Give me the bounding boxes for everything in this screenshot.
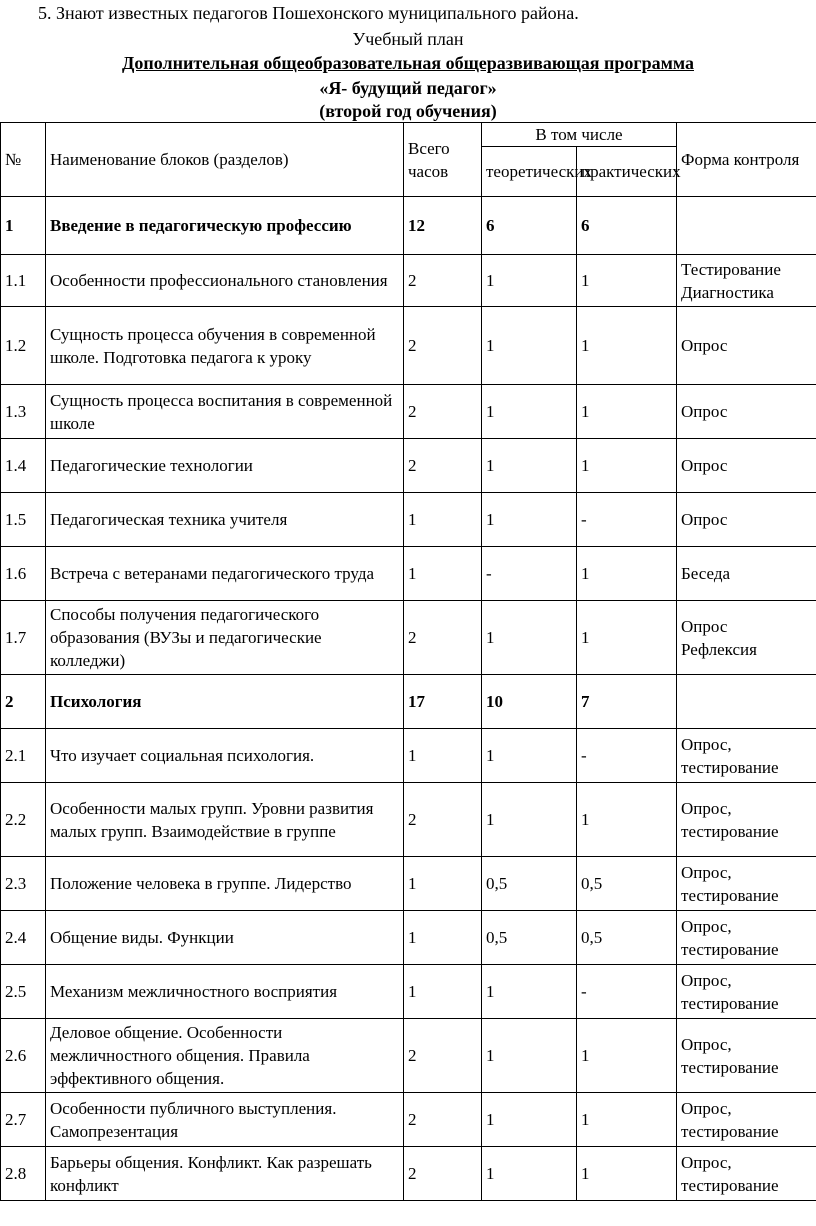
row-theory-hours: 1 bbox=[482, 783, 577, 857]
row-control-form: Опрос, тестирование bbox=[677, 729, 816, 783]
row-theory-hours: 1 bbox=[482, 385, 577, 439]
table-row bbox=[1, 729, 816, 783]
program-name: «Я- будущий педагог» bbox=[319, 78, 497, 98]
row-total-hours: 12 bbox=[404, 197, 482, 255]
row-practice-hours: 7 bbox=[577, 675, 677, 729]
row-number: 2.2 bbox=[1, 783, 46, 857]
table-row bbox=[1, 783, 816, 857]
row-theory-hours: 6 bbox=[482, 197, 577, 255]
row-name: Встреча с ветеранами педагогического труда bbox=[46, 547, 404, 601]
row-name: Сущность процесса воспитания в современной школе bbox=[46, 385, 404, 439]
curriculum-table bbox=[0, 122, 816, 1201]
table-row bbox=[1, 911, 816, 965]
row-total-hours: 1 bbox=[404, 493, 482, 547]
row-number: 2.4 bbox=[1, 911, 46, 965]
row-total-hours: 2 bbox=[404, 385, 482, 439]
row-theory-hours: 1 bbox=[482, 1019, 577, 1093]
row-number: 2.7 bbox=[1, 1093, 46, 1147]
row-name: Деловое общение. Особенности межличностного общения. Правила эффективного общения. bbox=[46, 1019, 404, 1093]
row-name: Положение человека в группе. Лидерство bbox=[46, 857, 404, 911]
program-year: (второй год обучения) bbox=[319, 101, 497, 121]
row-control-form: Опрос, тестирование bbox=[677, 965, 816, 1019]
header-including: В том числе bbox=[482, 123, 677, 147]
row-name: Педагогическая техника учителя bbox=[46, 493, 404, 547]
table-row bbox=[1, 1093, 816, 1147]
row-theory-hours: 1 bbox=[482, 307, 577, 385]
row-control-form: Опрос bbox=[677, 307, 816, 385]
row-control-form: Опрос, тестирование bbox=[677, 911, 816, 965]
table-row bbox=[1, 601, 816, 675]
row-control-form: Опрос, тестирование bbox=[677, 857, 816, 911]
row-control-form bbox=[677, 197, 816, 255]
table-row bbox=[1, 439, 816, 493]
row-practice-hours: 1 bbox=[577, 439, 677, 493]
row-theory-hours: 0,5 bbox=[482, 911, 577, 965]
row-theory-hours: 1 bbox=[482, 439, 577, 493]
row-practice-hours: 1 bbox=[577, 385, 677, 439]
row-practice-hours: - bbox=[577, 965, 677, 1019]
row-total-hours: 1 bbox=[404, 547, 482, 601]
row-number: 1.7 bbox=[1, 601, 46, 675]
row-total-hours: 1 bbox=[404, 911, 482, 965]
row-control-form: Опрос, тестирование bbox=[677, 783, 816, 857]
row-total-hours: 2 bbox=[404, 601, 482, 675]
row-name: Сущность процесса обучения в современной школе. Подготовка педагога к уроку bbox=[46, 307, 404, 385]
row-number: 1.5 bbox=[1, 493, 46, 547]
row-theory-hours: 1 bbox=[482, 965, 577, 1019]
table-row bbox=[1, 675, 816, 729]
row-practice-hours: 6 bbox=[577, 197, 677, 255]
row-number: 1.4 bbox=[1, 439, 46, 493]
row-total-hours: 2 bbox=[404, 439, 482, 493]
header-practice: практических bbox=[577, 147, 677, 197]
row-total-hours: 2 bbox=[404, 307, 482, 385]
table-row bbox=[1, 493, 816, 547]
row-name: Общение виды. Функции bbox=[46, 911, 404, 965]
row-practice-hours: 1 bbox=[577, 547, 677, 601]
header-name: Наименование блоков (разделов) bbox=[46, 123, 404, 197]
row-control-form: Опрос, тестирование bbox=[677, 1093, 816, 1147]
row-theory-hours: 10 bbox=[482, 675, 577, 729]
row-control-form: Опрос bbox=[677, 385, 816, 439]
row-total-hours: 2 bbox=[404, 1019, 482, 1093]
program-title: Дополнительная общеобразовательная общеразвивающая программа bbox=[121, 53, 694, 73]
row-total-hours: 17 bbox=[404, 675, 482, 729]
table-row bbox=[1, 255, 816, 307]
row-number: 2.1 bbox=[1, 729, 46, 783]
row-total-hours: 2 bbox=[404, 783, 482, 857]
row-number: 2 bbox=[1, 675, 46, 729]
row-theory-hours: 1 bbox=[482, 493, 577, 547]
row-practice-hours: 1 bbox=[577, 1147, 677, 1201]
row-theory-hours: 1 bbox=[482, 729, 577, 783]
row-practice-hours: 1 bbox=[577, 1019, 677, 1093]
row-practice-hours: - bbox=[577, 493, 677, 547]
row-theory-hours: 1 bbox=[482, 255, 577, 307]
row-name: Что изучает социальная психология. bbox=[46, 729, 404, 783]
row-practice-hours: 1 bbox=[577, 1093, 677, 1147]
row-theory-hours: 1 bbox=[482, 601, 577, 675]
row-name: Особенности публичного выступления. Самопрезентация bbox=[46, 1093, 404, 1147]
row-number: 2.5 bbox=[1, 965, 46, 1019]
row-practice-hours: 1 bbox=[577, 783, 677, 857]
row-total-hours: 1 bbox=[404, 729, 482, 783]
row-practice-hours: - bbox=[577, 729, 677, 783]
header-theory: теоретических bbox=[482, 147, 577, 197]
row-theory-hours: 1 bbox=[482, 1093, 577, 1147]
row-control-form: Тестирование Диагностика bbox=[677, 255, 816, 307]
row-total-hours: 1 bbox=[404, 857, 482, 911]
row-control-form: Опрос bbox=[677, 439, 816, 493]
row-name: Механизм межличностного восприятия bbox=[46, 965, 404, 1019]
row-theory-hours: - bbox=[482, 547, 577, 601]
row-total-hours: 2 bbox=[404, 1093, 482, 1147]
row-name: Способы получения педагогического образования (ВУЗы и педагогические колледжи) bbox=[46, 601, 404, 675]
row-control-form: Опрос bbox=[677, 493, 816, 547]
header-total: Всего часов bbox=[404, 123, 482, 197]
row-name: Особенности профессионального становления bbox=[46, 255, 404, 307]
table-row bbox=[1, 307, 816, 385]
row-total-hours: 2 bbox=[404, 255, 482, 307]
row-control-form: Беседа bbox=[677, 547, 816, 601]
row-number: 1.2 bbox=[1, 307, 46, 385]
row-name: Введение в педагогическую профессию bbox=[46, 197, 404, 255]
row-name: Барьеры общения. Конфликт. Как разрешать конфликт bbox=[46, 1147, 404, 1201]
intro-line: 5. Знают известных педагогов Пошехонского муниципального района. bbox=[38, 3, 579, 23]
header-num: № bbox=[1, 123, 46, 197]
row-practice-hours: 0,5 bbox=[577, 857, 677, 911]
table-row bbox=[1, 1019, 816, 1093]
row-practice-hours: 1 bbox=[577, 255, 677, 307]
row-control-form bbox=[677, 675, 816, 729]
row-theory-hours: 1 bbox=[482, 1147, 577, 1201]
table-row bbox=[1, 197, 816, 255]
row-name: Психология bbox=[46, 675, 404, 729]
row-control-form: Опрос, тестирование bbox=[677, 1019, 816, 1093]
row-number: 2.6 bbox=[1, 1019, 46, 1093]
row-number: 1 bbox=[1, 197, 46, 255]
row-practice-hours: 0,5 bbox=[577, 911, 677, 965]
row-number: 1.6 bbox=[1, 547, 46, 601]
row-number: 1.1 bbox=[1, 255, 46, 307]
row-total-hours: 2 bbox=[404, 1147, 482, 1201]
table-row bbox=[1, 385, 816, 439]
table-row bbox=[1, 1147, 816, 1201]
row-number: 2.8 bbox=[1, 1147, 46, 1201]
row-name: Особенности малых групп. Уровни развития малых групп. Взаимодействие в группе bbox=[46, 783, 404, 857]
row-theory-hours: 0,5 bbox=[482, 857, 577, 911]
row-control-form: Опрос, тестирование bbox=[677, 1147, 816, 1201]
row-total-hours: 1 bbox=[404, 965, 482, 1019]
table-row bbox=[1, 547, 816, 601]
row-name: Педагогические технологии bbox=[46, 439, 404, 493]
row-practice-hours: 1 bbox=[577, 601, 677, 675]
row-number: 1.3 bbox=[1, 385, 46, 439]
row-control-form: Опрос Рефлексия bbox=[677, 601, 816, 675]
table-row bbox=[1, 965, 816, 1019]
plan-label: Учебный план bbox=[352, 29, 464, 49]
header-form: Форма контроля bbox=[677, 123, 816, 197]
row-number: 2.3 bbox=[1, 857, 46, 911]
table-row bbox=[1, 857, 816, 911]
row-practice-hours: 1 bbox=[577, 307, 677, 385]
